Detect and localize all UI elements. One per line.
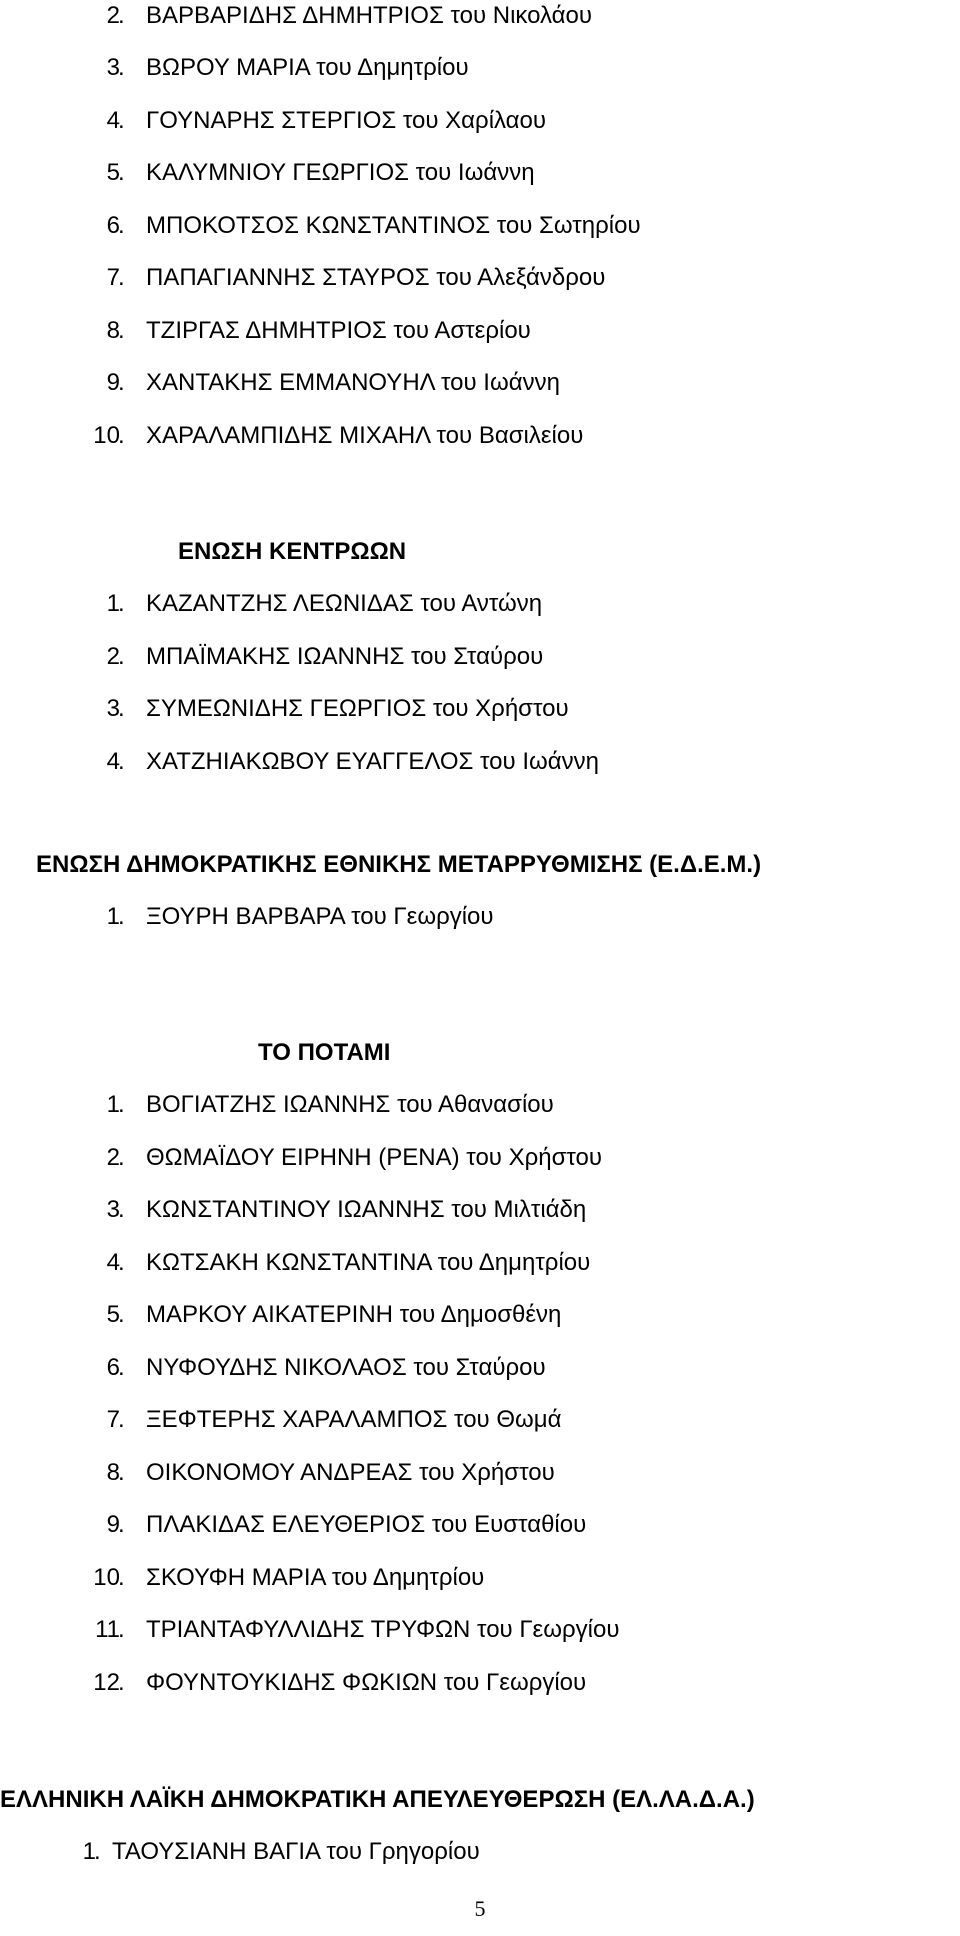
item-dot: . <box>118 1459 125 1486</box>
item-name: ΚΩΤΣΑΚΗ ΚΩΝΣΤΑΝΤΙΝΑ του Δημητρίου <box>146 1249 591 1276</box>
item-dot: . <box>118 369 125 396</box>
item-name: ΦΟΥΝΤΟΥΚΙΔΗΣ ΦΩΚΙΩΝ του Γεωργίου <box>146 1669 587 1696</box>
item-dot: . <box>118 1406 125 1433</box>
item-number: 6 <box>106 212 120 239</box>
item-dot: . <box>118 1301 125 1328</box>
item-dot: . <box>118 1249 125 1276</box>
item-number: 5 <box>106 159 120 186</box>
item-dot: . <box>118 903 125 930</box>
item-number: 5 <box>106 1301 120 1328</box>
item-name: ΤΡΙΑΝΤΑΦΥΛΛΙΔΗΣ ΤΡΥΦΩΝ του Γεωργίου <box>146 1616 620 1643</box>
item-name: ΚΑΛΥΜΝΙΟΥ ΓΕΩΡΓΙΟΣ του Ιωάννη <box>146 159 535 186</box>
item-number: 6 <box>106 1354 120 1381</box>
item-name: ΤΑΟΥΣΙΑΝΗ ΒΑΓΙΑ του Γρηγορίου <box>112 1838 480 1865</box>
item-number: 11 <box>95 1616 120 1643</box>
item-name: ΜΑΡΚΟΥ ΑΙΚΑΤΕΡΙΝΗ του Δημοσθένη <box>146 1301 562 1328</box>
item-number: 4 <box>106 107 120 134</box>
item-number: 1 <box>106 903 120 930</box>
item-number: 4 <box>106 748 120 775</box>
item-dot: . <box>118 1669 125 1696</box>
item-dot: . <box>118 159 125 186</box>
item-number: 8 <box>106 1459 120 1486</box>
item-name: ΣΚΟΥΦΗ ΜΑΡΙΑ του Δημητρίου <box>146 1564 485 1591</box>
item-dot: . <box>118 212 125 239</box>
item-number: 7 <box>106 264 120 291</box>
item-number: 9 <box>106 1511 120 1538</box>
item-number: 4 <box>106 1249 120 1276</box>
item-name: ΝΥΦΟΥΔΗΣ ΝΙΚΟΛΑΟΣ του Σταύρου <box>146 1354 546 1381</box>
item-number: 1 <box>106 1091 120 1118</box>
item-dot: . <box>118 643 125 670</box>
item-name: ΓΟΥΝΑΡΗΣ ΣΤΕΡΓΙΟΣ του Χαρίλαου <box>146 107 547 134</box>
item-dot: . <box>118 264 125 291</box>
item-name: ΚΩΝΣΤΑΝΤΙΝΟΥ ΙΩΑΝΝΗΣ του Μιλτιάδη <box>146 1196 587 1223</box>
item-number: 2 <box>106 643 120 670</box>
item-number: 1 <box>106 590 120 617</box>
item-name: ΠΛΑΚΙΔΑΣ ΕΛΕΥΘΕΡΙΟΣ του Ευσταθίου <box>146 1511 587 1538</box>
item-name: ΒΩΡΟΥ ΜΑΡΙΑ του Δημητρίου <box>146 54 469 81</box>
item-dot: . <box>94 1838 101 1865</box>
item-number: 3 <box>106 1196 120 1223</box>
item-number: 10 <box>93 1564 120 1591</box>
item-name: ΞΟΥΡΗ ΒΑΡΒΑΡΑ του Γεωργίου <box>146 903 494 930</box>
section-heading: ΕΝΩΣΗ ΔΗΜΟΚΡΑΤΙΚΗΣ ΕΘΝΙΚΗΣ ΜΕΤΑΡΡΥΘΜΙΣΗΣ (Ε.Δ.Ε.Μ.) <box>36 851 762 878</box>
item-dot: . <box>118 1144 125 1171</box>
item-name: ΞΕΦΤΕΡΗΣ ΧΑΡΑΛΑΜΠΟΣ του Θωμά <box>146 1406 562 1433</box>
item-name: ΧΑΤΖΗΙΑΚΩΒΟΥ ΕΥΑΓΓΕΛΟΣ του Ιωάννη <box>146 748 599 775</box>
item-dot: . <box>118 1511 125 1538</box>
item-dot: . <box>118 317 125 344</box>
item-dot: . <box>118 1616 125 1643</box>
item-number: 8 <box>106 317 120 344</box>
item-number: 9 <box>106 369 120 396</box>
item-dot: . <box>118 107 125 134</box>
item-name: ΘΩΜΑΪΔΟΥ ΕΙΡΗΝΗ (ΡΕΝΑ) του Χρήστου <box>146 1144 603 1171</box>
page-number: 5 <box>474 1896 486 1921</box>
item-dot: . <box>118 54 125 81</box>
section-heading: ΤΟ ΠΟΤΑΜΙ <box>258 1039 391 1066</box>
item-number: 7 <box>106 1406 120 1433</box>
item-name: ΒΟΓΙΑΤΖΗΣ ΙΩΑΝΝΗΣ του Αθανασίου <box>146 1091 554 1118</box>
item-name: ΚΑΖΑΝΤΖΗΣ ΛΕΩΝΙΔΑΣ του Αντώνη <box>146 590 543 617</box>
item-number: 2 <box>106 2 120 29</box>
item-name: ΠΑΠΑΓΙΑΝΝΗΣ ΣΤΑΥΡΟΣ του Αλεξάνδρου <box>146 264 606 291</box>
item-name: ΜΠΟΚΟΤΣΟΣ ΚΩΝΣΤΑΝΤΙΝΟΣ του Σωτηρίου <box>146 212 641 239</box>
item-name: ΤΖΙΡΓΑΣ ΔΗΜΗΤΡΙΟΣ του Αστερίου <box>146 317 531 344</box>
item-dot: . <box>118 1564 125 1591</box>
item-dot: . <box>118 2 125 29</box>
item-number: 10 <box>93 422 120 449</box>
item-name: ΜΠΑΪΜΑΚΗΣ ΙΩΑΝΝΗΣ του Σταύρου <box>146 643 544 670</box>
item-dot: . <box>118 748 125 775</box>
item-number: 2 <box>106 1144 120 1171</box>
item-name: ΧΑΡΑΛΑΜΠΙΔΗΣ ΜΙΧΑΗΛ του Βασιλείου <box>146 422 584 449</box>
item-dot: . <box>118 1091 125 1118</box>
item-number: 3 <box>106 54 120 81</box>
item-number: 12 <box>93 1669 120 1696</box>
item-dot: . <box>118 422 125 449</box>
item-dot: . <box>118 1196 125 1223</box>
item-number: 3 <box>106 695 120 722</box>
item-dot: . <box>118 1354 125 1381</box>
item-number: 1 <box>82 1838 96 1865</box>
item-dot: . <box>118 590 125 617</box>
item-name: ΟΙΚΟΝΟΜΟΥ ΑΝΔΡΕΑΣ του Χρήστου <box>146 1459 555 1486</box>
section-heading: ΕΛΛΗΝΙΚΗ ΛΑΪΚΗ ΔΗΜΟΚΡΑΤΙΚΗ ΑΠΕΥΛΕΥΘΕΡΩΣΗ (ΕΛ.ΛΑ.Δ.Α.) <box>0 1786 755 1813</box>
item-dot: . <box>118 695 125 722</box>
item-name: ΒΑΡΒΑΡΙΔΗΣ ΔΗΜΗΤΡΙΟΣ του Νικολάου <box>146 2 592 29</box>
item-name: ΣΥΜΕΩΝΙΔΗΣ ΓΕΩΡΓΙΟΣ του Χρήστου <box>146 695 569 722</box>
item-name: ΧΑΝΤΑΚΗΣ ΕΜΜΑΝΟΥΗΛ του Ιωάννη <box>146 369 560 396</box>
section-heading: ΕΝΩΣΗ ΚΕΝΤΡΩΩΝ <box>178 538 407 565</box>
